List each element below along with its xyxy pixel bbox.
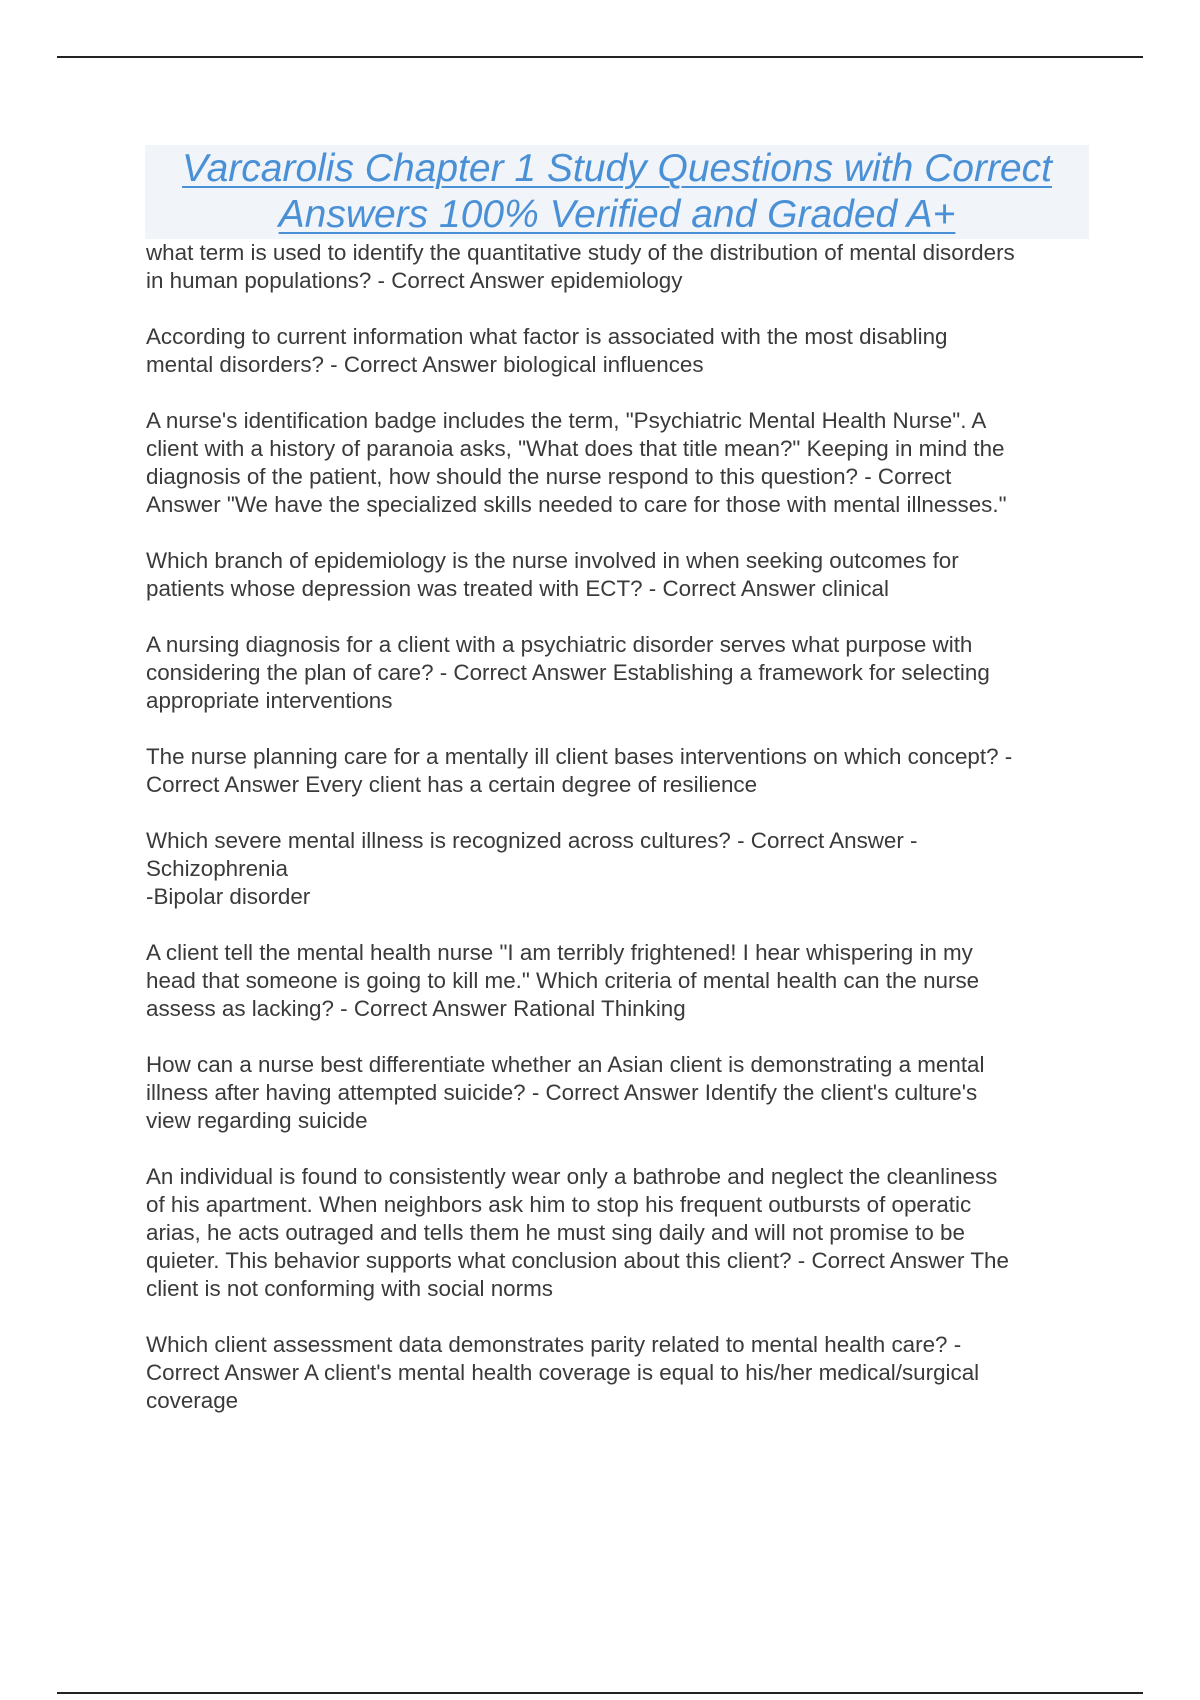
qa-line: client is not conforming with social norms <box>146 1276 553 1301</box>
qa-line: The nurse planning care for a mentally ill client bases interventions on which concept? - <box>146 744 1013 769</box>
qa-item <box>146 323 1096 379</box>
qa-line: Schizophrenia <box>146 856 288 881</box>
qa-line: Answer "We have the specialized skills needed to care for those with mental illnesses." <box>146 492 1007 517</box>
qa-line: view regarding suicide <box>146 1108 368 1133</box>
qa-line: arias, he acts outraged and tells them he must sing daily and will not promise to be <box>146 1220 965 1245</box>
top-rule <box>57 56 1143 58</box>
qa-item <box>146 239 1096 295</box>
qa-line: A nurse's identification badge includes the term, "Psychiatric Mental Health Nurse". A <box>146 408 987 433</box>
qa-line: mental disorders? - Correct Answer biological influences <box>146 352 704 377</box>
qa-line: quieter. This behavior supports what conclusion about this client? - Correct Answer The <box>146 1248 1009 1273</box>
qa-line: what term is used to identify the quantitative study of the distribution of mental disorders <box>146 240 1015 265</box>
qa-item <box>146 743 1096 799</box>
qa-line: appropriate interventions <box>146 688 393 713</box>
qa-item <box>146 407 1096 519</box>
qa-line: illness after having attempted suicide? - Correct Answer Identify the client's culture's <box>146 1080 978 1105</box>
qa-line: Which severe mental illness is recognized across cultures? - Correct Answer - <box>146 828 918 853</box>
qa-item <box>146 939 1096 1023</box>
qa-item <box>146 1051 1096 1135</box>
qa-line: A client tell the mental health nurse "I am terribly frightened! I hear whispering in my <box>146 940 973 965</box>
qa-line: Correct Answer A client's mental health coverage is equal to his/her medical/surgical <box>146 1360 980 1385</box>
qa-item <box>146 1331 1096 1415</box>
qa-line: Which branch of epidemiology is the nurse involved in when seeking outcomes for <box>146 548 959 573</box>
qa-item <box>146 631 1096 715</box>
bottom-rule <box>57 1692 1143 1694</box>
qa-line: coverage <box>146 1388 239 1413</box>
qa-line: client with a history of paranoia asks, "What does that title mean?" Keeping in mind the <box>146 436 1005 461</box>
qa-line: -Bipolar disorder <box>146 884 311 909</box>
qa-line: assess as lacking? - Correct Answer Rational Thinking <box>146 996 686 1021</box>
qa-line: According to current information what factor is associated with the most disabling <box>146 324 948 349</box>
qa-line: head that someone is going to kill me." Which criteria of mental health can the nurse <box>146 968 980 993</box>
qa-line: in human populations? - Correct Answer epidemiology <box>146 268 683 293</box>
title-line-2[interactable]: Answers 100% Verified and Graded A+ <box>278 193 956 236</box>
qa-item <box>146 547 1096 603</box>
qa-list <box>146 239 1096 1443</box>
qa-line: Which client assessment data demonstrates parity related to mental health care? - <box>146 1332 962 1357</box>
document-title[interactable] <box>145 145 1089 239</box>
qa-line: An individual is found to consistently wear only a bathrobe and neglect the cleanliness <box>146 1164 998 1189</box>
qa-line: Correct Answer Every client has a certain degree of resilience <box>146 772 758 797</box>
qa-line: considering the plan of care? - Correct Answer Establishing a framework for selecting <box>146 660 990 685</box>
qa-line: A nursing diagnosis for a client with a psychiatric disorder serves what purpose with <box>146 632 973 657</box>
qa-item <box>146 1163 1096 1303</box>
qa-item <box>146 827 1096 911</box>
qa-line: How can a nurse best differentiate whether an Asian client is demonstrating a mental <box>146 1052 985 1077</box>
qa-line: diagnosis of the patient, how should the nurse respond to this question? - Correct <box>146 464 952 489</box>
qa-line: of his apartment. When neighbors ask him to stop his frequent outbursts of operatic <box>146 1192 972 1217</box>
title-line-1[interactable]: Varcarolis Chapter 1 Study Questions with Correct <box>182 147 1052 190</box>
qa-line: patients whose depression was treated with ECT? - Correct Answer clinical <box>146 576 889 601</box>
